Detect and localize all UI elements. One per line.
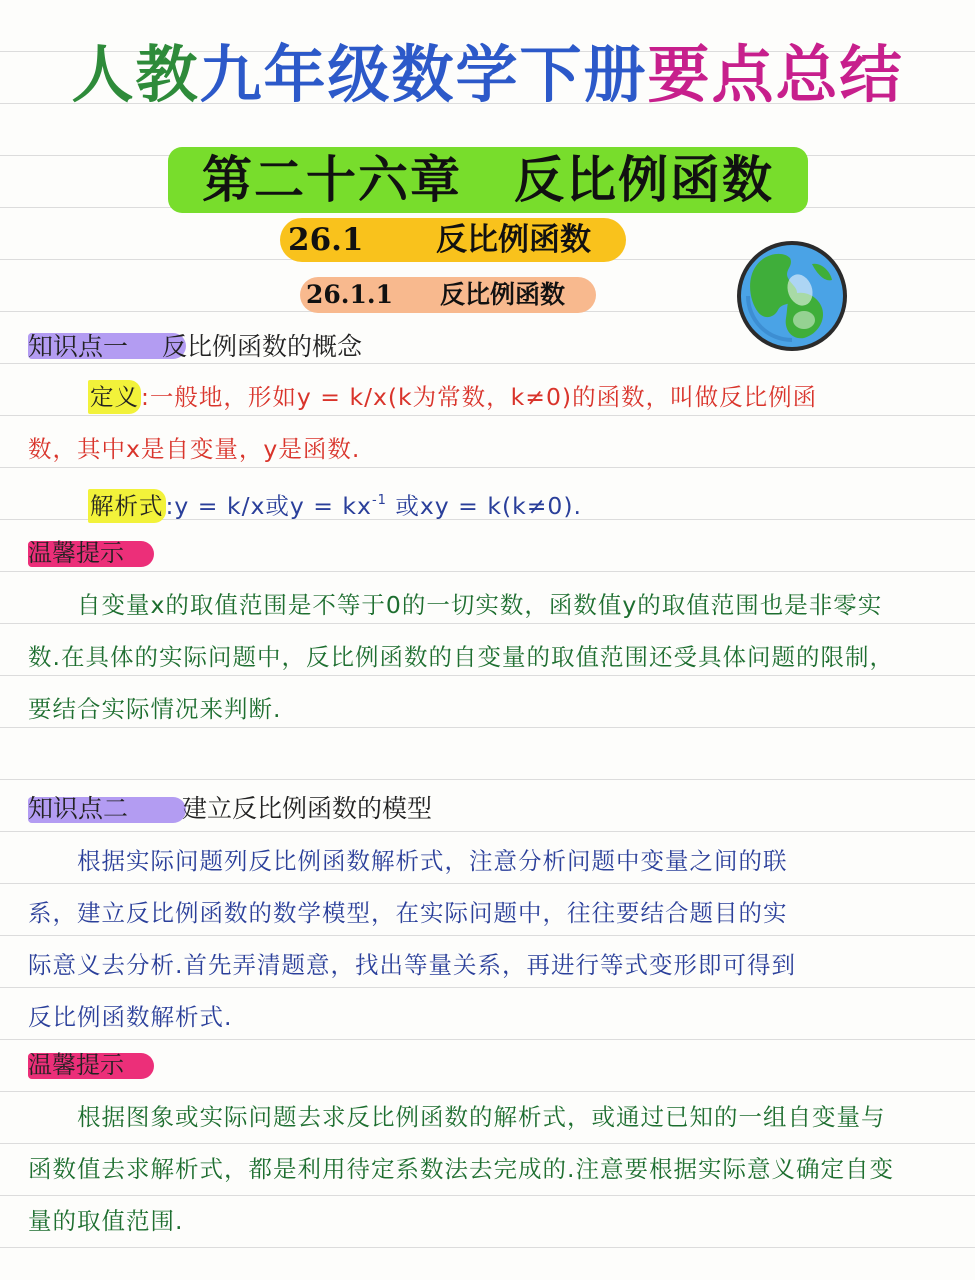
kp1-name: 反比例函数的概念 <box>162 332 363 361</box>
page-title <box>0 30 975 120</box>
definition-line-2: 数，其中x是自变量，y是函数. <box>28 435 361 463</box>
formula-exponent: -1 <box>371 493 387 508</box>
subsection-heading <box>300 277 596 313</box>
definition-label: 定义 <box>88 380 141 414</box>
title-part-1: 人教 <box>71 38 200 111</box>
tip2-line-3: 量的取值范围. <box>28 1207 184 1235</box>
kp1-heading <box>28 330 362 364</box>
formula-label: 解析式 <box>88 489 166 523</box>
kp2-line-4: 反比例函数解析式. <box>28 1003 233 1031</box>
globe-icon <box>734 236 850 356</box>
subsection-name: 反比例函数 <box>440 280 566 309</box>
subsection-number: 26.1.1 <box>306 280 393 309</box>
section-number: 26.1 <box>288 222 364 258</box>
title-part-2: 九年级数学下册 <box>199 38 648 111</box>
kp1-label: 知识点一 <box>28 332 129 361</box>
definition-line-1 <box>88 380 948 414</box>
kp2-line-2: 系，建立反比例函数的数学模型，在实际问题中，往往要结合题目的实 <box>28 899 788 927</box>
kp2-label: 知识点二 <box>28 794 129 823</box>
tip1-line-3: 要结合实际情况来判断. <box>28 695 282 723</box>
tip2-line-1: 根据图象或实际问题去求反比例函数的解析式，或通过已知的一组自变量与 <box>28 1103 886 1131</box>
formula-line <box>88 484 948 523</box>
section-heading <box>280 218 626 262</box>
definition-text: :一般地，形如y = k/x(k为常数，k≠0)的函数，叫做反比例函 <box>141 383 818 411</box>
tip2-label: 温馨提示 <box>28 1051 124 1079</box>
kp2-line-3: 际意义去分析.首先弄清题意，找出等量关系，再进行等式变形即可得到 <box>28 951 796 979</box>
tip1-label: 温馨提示 <box>28 539 124 567</box>
tip1-line-2: 数.在具体的实际问题中，反比例函数的自变量的取值范围还受具体问题的限制， <box>28 643 894 671</box>
kp2-line-1: 根据实际问题列反比例函数解析式，注意分析问题中变量之间的联 <box>28 847 788 875</box>
chapter-heading: 第二十六章 反比例函数 <box>168 147 808 213</box>
formula-text-a: :y = k/x或y = kx <box>165 492 372 520</box>
formula-text-b: 或xy = k(k≠0). <box>386 492 583 520</box>
kp2-heading <box>28 792 432 826</box>
section-name: 反比例函数 <box>436 222 591 258</box>
kp2-name: 建立反比例函数的模型 <box>182 794 433 823</box>
title-part-3: 要点总结 <box>647 38 904 111</box>
tip2-line-2: 函数值去求解析式，都是利用待定系数法去完成的.注意要根据实际意义确定自变 <box>28 1155 894 1183</box>
tip1-line-1: 自变量x的取值范围是不等于0的一切实数，函数值y的取值范围也是非零实 <box>28 591 883 619</box>
